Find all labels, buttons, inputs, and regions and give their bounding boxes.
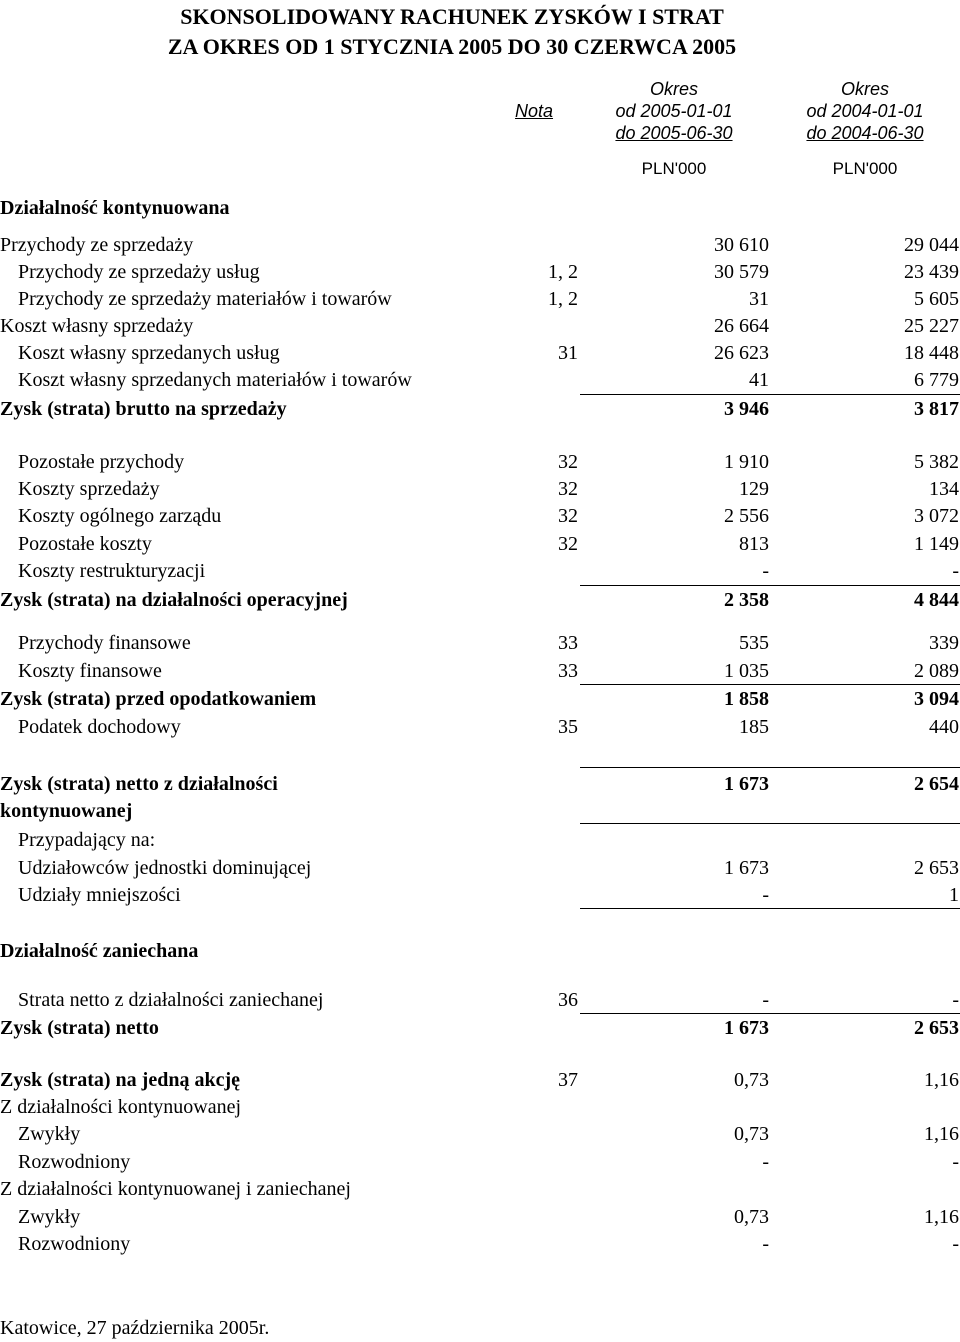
- row-label: Pozostałe koszty: [18, 533, 152, 555]
- row-value-2005: 1 673: [724, 1017, 769, 1039]
- subtotal-rule: [580, 394, 960, 395]
- subtotal-rule: [580, 1013, 960, 1014]
- table-row: [0, 827, 960, 854]
- table-row: [0, 686, 960, 713]
- subtotal-rule: [580, 908, 960, 909]
- table-row: [0, 1231, 960, 1258]
- row-label: Przychody ze sprzedaży: [0, 234, 194, 256]
- row-nota: 36: [558, 989, 578, 1011]
- row-value-2005: 30 610: [714, 234, 769, 256]
- row-nota: 37: [558, 1069, 578, 1091]
- table-row: [0, 396, 960, 423]
- row-value-2005: 30 579: [714, 261, 769, 283]
- row-nota: 1, 2: [548, 261, 578, 283]
- period-1-unit: PLN'000: [641, 159, 707, 178]
- period-1-label: Okres: [649, 79, 698, 99]
- row-value-2005: 0,73: [734, 1206, 769, 1228]
- section-heading-discontinued: [0, 938, 960, 965]
- row-nota: 31: [558, 342, 578, 364]
- report-title-line2: ZA OKRES OD 1 STYCZNIA 2005 DO 30 CZERWCA 2005: [167, 34, 737, 59]
- period-2-to: do 2004-06-30: [806, 123, 924, 143]
- row-label: Zysk (strata) netto z działalności: [0, 773, 278, 795]
- table-row: [0, 855, 960, 882]
- row-label: Koszty finansowe: [18, 660, 162, 682]
- row-value-2005: 813: [739, 533, 769, 555]
- section-heading-continuing: [0, 195, 960, 222]
- row-nota: 33: [558, 660, 578, 682]
- row-nota: 33: [558, 632, 578, 654]
- table-row: [0, 658, 960, 685]
- row-label: Zysk (strata) na działalności operacyjnej: [0, 589, 348, 611]
- row-value-2004: -: [952, 989, 959, 1011]
- row-label: Zwykły: [18, 1123, 81, 1145]
- table-row: [0, 1015, 960, 1042]
- row-value-2004: 6 779: [914, 369, 959, 391]
- row-value-2005: 1 910: [724, 451, 769, 473]
- row-value-2004: 25 227: [904, 315, 959, 337]
- row-value-2004: 5 605: [914, 288, 959, 310]
- table-row: [0, 630, 960, 657]
- row-label: Z działalności kontynuowanej i zaniechanej: [0, 1178, 351, 1200]
- row-label: Rozwodniony: [18, 1151, 131, 1173]
- row-value-2004: 3 817: [914, 398, 959, 420]
- table-row: [0, 286, 960, 313]
- row-value-2005: 1 673: [724, 773, 769, 795]
- footer-place-date: [0, 1315, 960, 1342]
- row-value-2005: 2 556: [724, 505, 769, 527]
- row-label: Koszt własny sprzedanych materiałów i towarów: [18, 369, 412, 391]
- row-nota: 32: [558, 451, 578, 473]
- table-row: [0, 1094, 960, 1121]
- row-label: Zysk (strata) netto: [0, 1017, 159, 1039]
- row-value-2004: 2 089: [914, 660, 959, 682]
- subtotal-rule: [580, 585, 960, 586]
- row-value-2004: 3 072: [914, 505, 959, 527]
- row-label: Udziały mniejszości: [18, 884, 181, 906]
- row-value-2005: 41: [749, 369, 769, 391]
- row-label: Koszt własny sprzedanych usług: [18, 342, 280, 364]
- period-2-label: Okres: [840, 79, 889, 99]
- row-value-2005: 2 358: [724, 589, 769, 611]
- row-value-2004: 2 654: [914, 773, 959, 795]
- table-row: [0, 882, 960, 909]
- row-value-2004: 2 653: [914, 857, 959, 879]
- row-label: Przypadający na:: [18, 829, 156, 851]
- row-value-2005: 26 623: [714, 342, 769, 364]
- table-row: [0, 798, 960, 825]
- table-row: [0, 771, 960, 798]
- row-nota: 1, 2: [548, 288, 578, 310]
- row-value-2004: 1,16: [924, 1123, 959, 1145]
- row-value-2004: 29 044: [904, 234, 959, 256]
- row-value-2005: -: [762, 560, 769, 582]
- row-nota: 32: [558, 505, 578, 527]
- table-row: [0, 313, 960, 340]
- row-value-2004: 5 382: [914, 451, 959, 473]
- row-label: Zysk (strata) na jedną akcję: [0, 1069, 240, 1091]
- footer-text: Katowice, 27 października 2005r.: [0, 1317, 270, 1339]
- row-label: Pozostałe przychody: [18, 451, 185, 473]
- table-row: [0, 1149, 960, 1176]
- table-row: [0, 1204, 960, 1231]
- table-row: [0, 1121, 960, 1148]
- table-row: [0, 340, 960, 367]
- table-row: [0, 587, 960, 614]
- row-value-2005: 535: [739, 632, 769, 654]
- row-value-2005: -: [762, 884, 769, 906]
- row-nota: 32: [558, 533, 578, 555]
- table-row: [0, 449, 960, 476]
- row-nota: 35: [558, 716, 578, 738]
- row-value-2004: 1,16: [924, 1069, 959, 1091]
- row-value-2004: 3 094: [914, 688, 959, 710]
- row-label: Przychody ze sprzedaży usług: [18, 261, 260, 283]
- row-label: Z działalności kontynuowanej: [0, 1096, 242, 1118]
- row-value-2004: -: [952, 1233, 959, 1255]
- row-label: Zwykły: [18, 1206, 81, 1228]
- period-1-to: do 2005-06-30: [615, 123, 733, 143]
- row-value-2005: 31: [749, 288, 769, 310]
- row-value-2004: 4 844: [914, 589, 959, 611]
- period-2-from: od 2004-01-01: [806, 101, 924, 121]
- row-value-2004: 134: [929, 478, 959, 500]
- row-label: kontynuowanej: [0, 800, 133, 822]
- row-value-2005: 1 858: [724, 688, 769, 710]
- row-value-2005: 1 035: [724, 660, 769, 682]
- row-value-2004: 1,16: [924, 1206, 959, 1228]
- row-value-2004: 440: [929, 716, 959, 738]
- table-row: [0, 503, 960, 530]
- row-nota: 32: [558, 478, 578, 500]
- row-value-2004: 1 149: [914, 533, 959, 555]
- subtotal-rule: [580, 823, 960, 824]
- row-value-2004: -: [952, 560, 959, 582]
- table-row: [0, 558, 960, 585]
- row-value-2005: 0,73: [734, 1123, 769, 1145]
- table-row: [0, 531, 960, 558]
- row-value-2005: 129: [739, 478, 769, 500]
- row-label: Przychody finansowe: [18, 632, 191, 654]
- row-label: Rozwodniony: [18, 1233, 131, 1255]
- row-label: Koszty sprzedaży: [18, 478, 160, 500]
- row-value-2004: -: [952, 1151, 959, 1173]
- row-label: Udziałowców jednostki dominującej: [18, 857, 312, 879]
- row-value-2004: 2 653: [914, 1017, 959, 1039]
- subtotal-rule: [580, 684, 960, 685]
- row-value-2005: -: [762, 989, 769, 1011]
- table-row: [0, 476, 960, 503]
- row-value-2004: 18 448: [904, 342, 959, 364]
- row-value-2004: 23 439: [904, 261, 959, 283]
- row-value-2005: 26 664: [714, 315, 769, 337]
- row-value-2004: 1: [949, 884, 959, 906]
- table-row: [0, 987, 960, 1014]
- period-2-unit: PLN'000: [832, 159, 898, 178]
- table-row: [0, 1176, 960, 1203]
- table-row: [0, 714, 960, 741]
- row-value-2005: 1 673: [724, 857, 769, 879]
- row-label: Strata netto z działalności zaniechanej: [18, 989, 324, 1011]
- row-value-2005: -: [762, 1233, 769, 1255]
- section-label: Działalność zaniechana: [0, 940, 199, 962]
- table-row: [0, 1067, 960, 1094]
- row-label: Przychody ze sprzedaży materiałów i towarów: [18, 288, 392, 310]
- table-row: [0, 259, 960, 286]
- report-title-line1: SKONSOLIDOWANY RACHUNEK ZYSKÓW I STRAT: [180, 4, 724, 29]
- row-value-2005: 3 946: [724, 398, 769, 420]
- table-row: [0, 232, 960, 259]
- period-1-from: od 2005-01-01: [615, 101, 733, 121]
- section-label: Działalność kontynuowana: [0, 197, 230, 219]
- row-value-2005: -: [762, 1151, 769, 1173]
- row-value-2005: 0,73: [734, 1069, 769, 1091]
- row-label: Koszty ogólnego zarządu: [18, 505, 222, 527]
- row-label: Zysk (strata) brutto na sprzedaży: [0, 398, 287, 420]
- row-label: Koszt własny sprzedaży: [0, 315, 194, 337]
- nota-column-header: Nota: [515, 101, 554, 121]
- row-value-2005: 185: [739, 716, 769, 738]
- row-label: Zysk (strata) przed opodatkowaniem: [0, 688, 317, 710]
- row-label: Podatek dochodowy: [18, 716, 181, 738]
- row-value-2004: 339: [929, 632, 959, 654]
- table-row: [0, 367, 960, 394]
- subtotal-rule: [580, 767, 960, 768]
- row-label: Koszty restrukturyzacji: [18, 560, 206, 582]
